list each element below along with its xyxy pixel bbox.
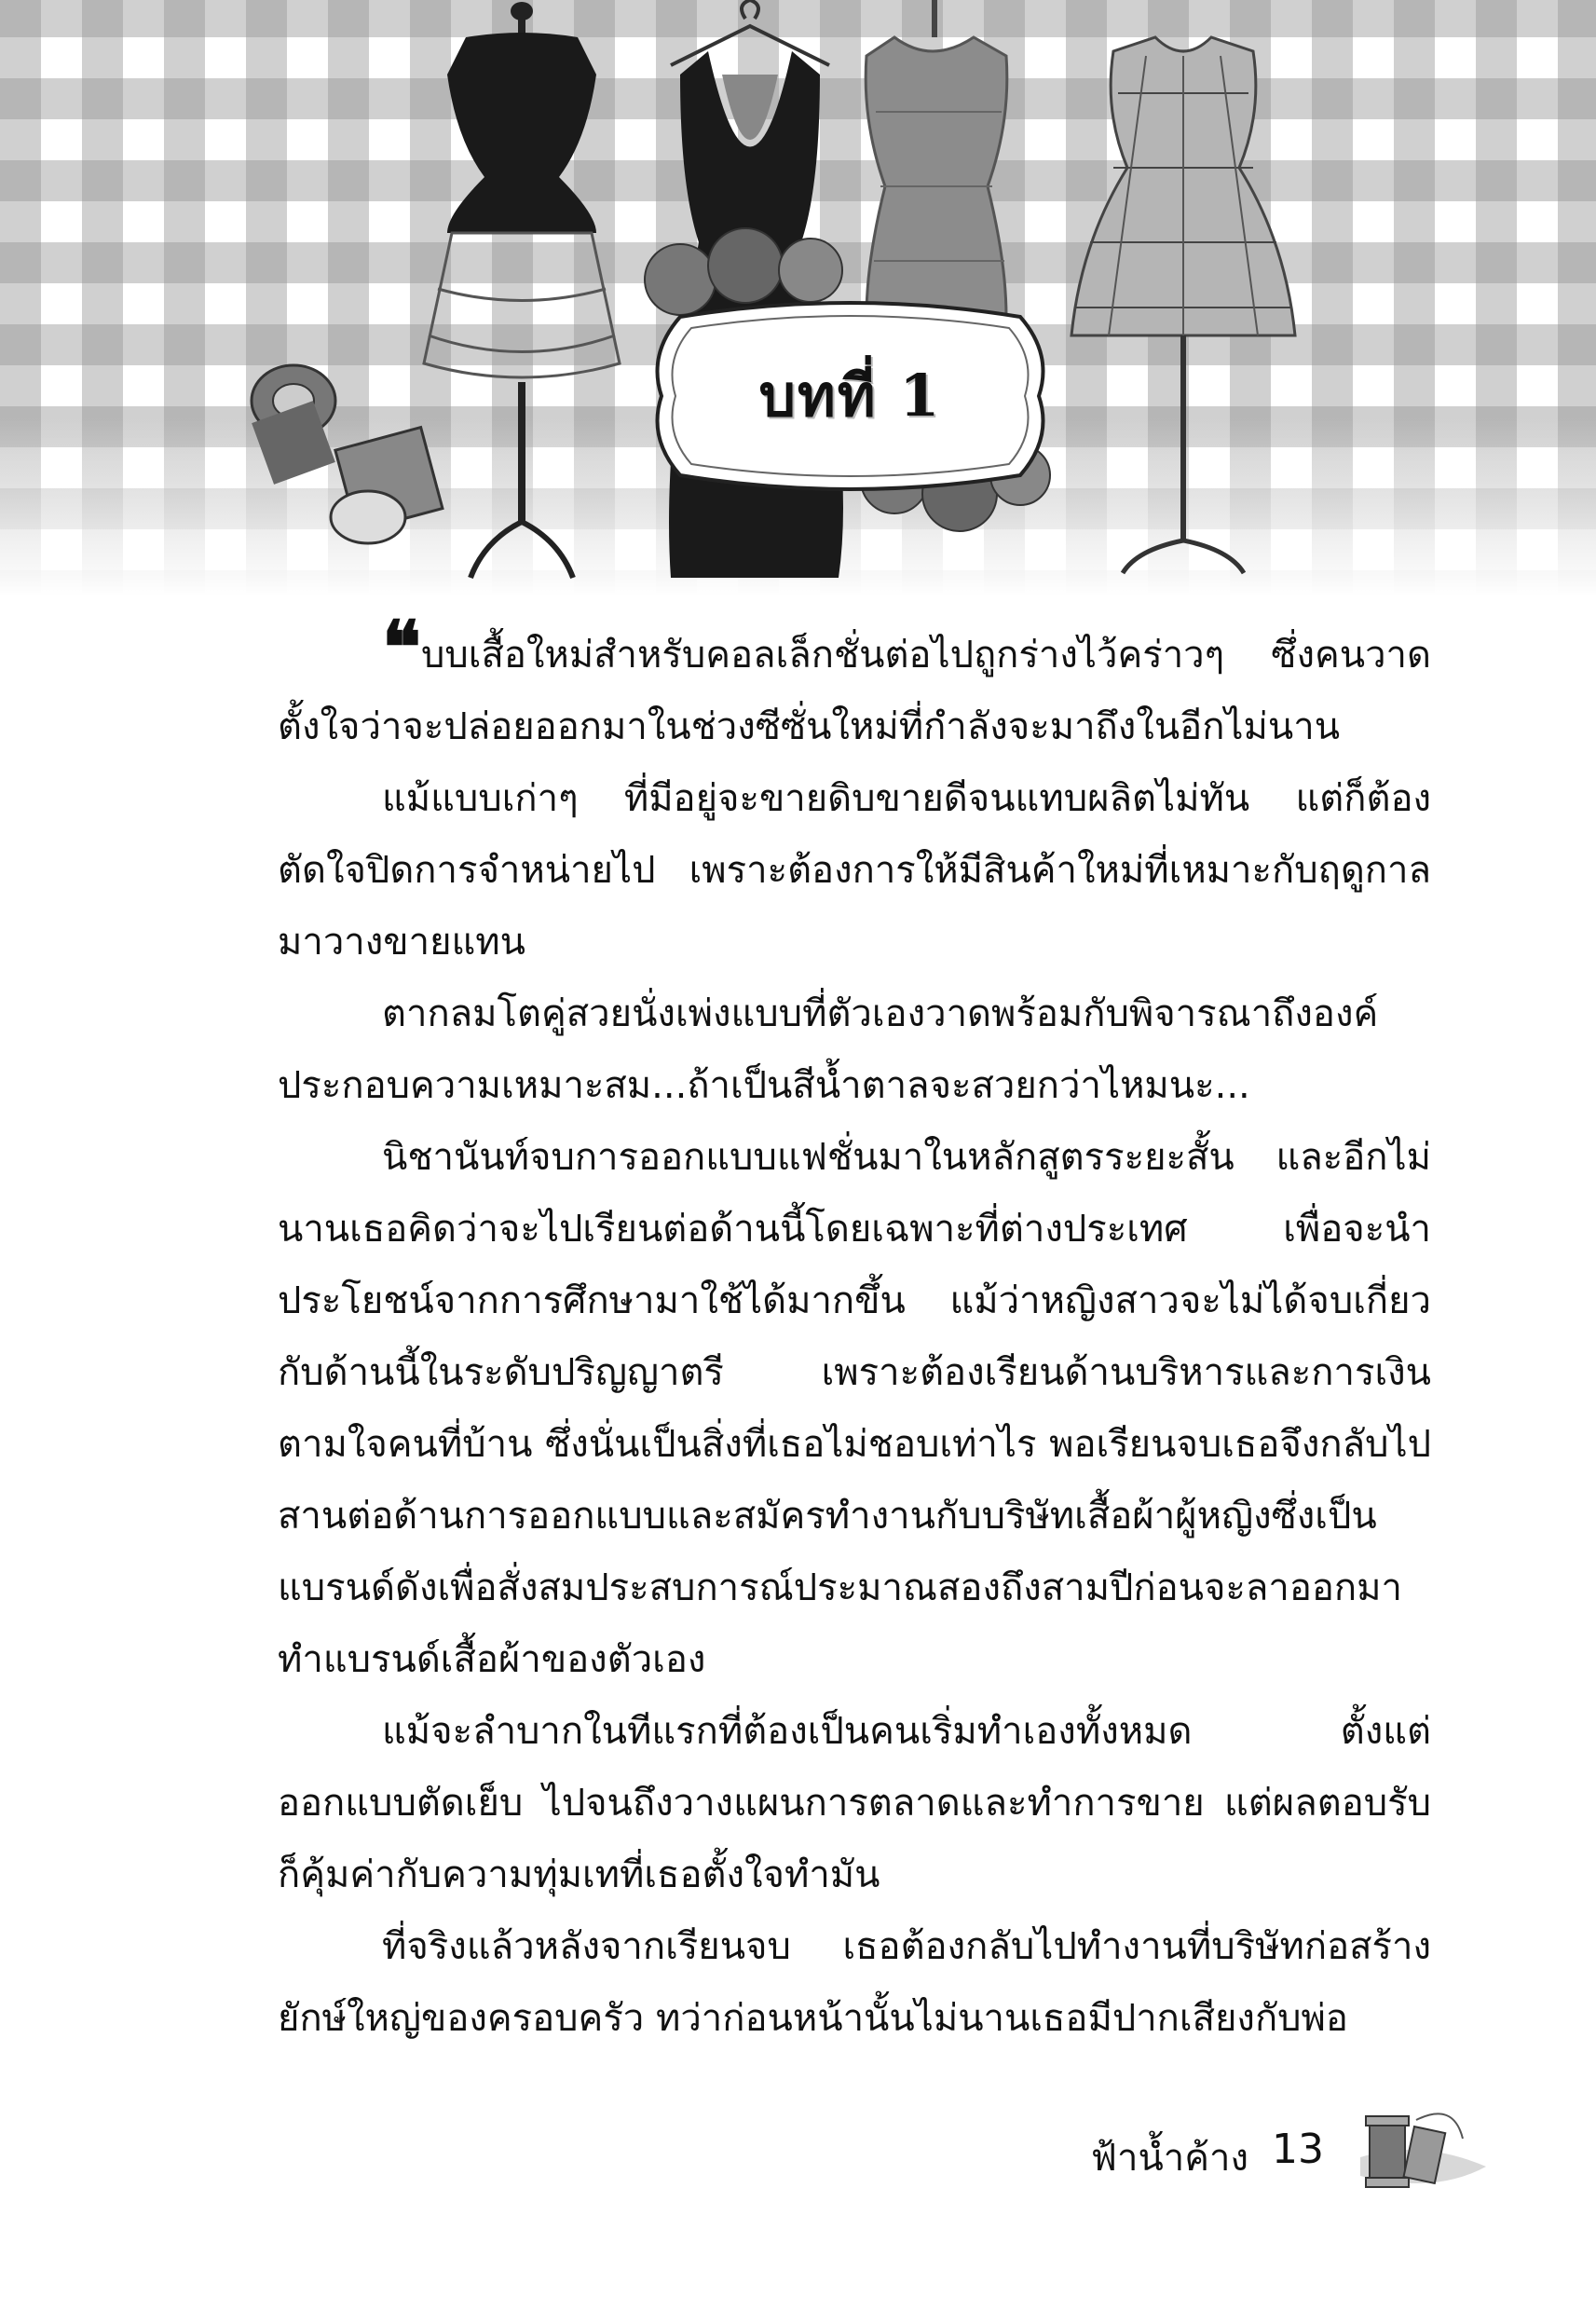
chapter-title: บทที่ 1 — [758, 362, 942, 430]
paragraph-6: ที่จริงแล้วหลังจากเรียนจบ เธอต้องกลับไปทำงานที่บริษัทก่อสร้างยักษ์ใหญ่ของครอบครัว ทว่าก่อนหน้านั้นไม่นานเธอมีปากเสียงกับพ่อ — [278, 1925, 1431, 2040]
paragraph-3: ตากลมโตคู่สวยนั่งเพ่งแบบที่ตัวเองวาดพร้อมกับพิจารณาถึงองค์ประกอบความเหมาะสม...ถ้าเป็นสีน้ำตาลจะสวยกว่าไหมนะ... — [278, 992, 1379, 1107]
thread-spools-icon — [252, 365, 443, 543]
paragraph-2: แม้แบบเก่าๆ ที่มีอยู่จะขายดิบขายดีจนแทบผลิตไม่ทัน แต่ก็ต้องตัดใจปิดการจำหน่ายไป เพราะต้องการให้มีสินค้าใหม่ที่เหมาะกับฤดูกาลมาวางขายแทน — [278, 777, 1431, 964]
dress-form-left-icon — [424, 2, 620, 578]
opening-quote-mark: ❝ — [382, 606, 416, 691]
footer-spools-icon — [1351, 2101, 1491, 2204]
dress-form-wire-icon — [1071, 37, 1295, 573]
footer-book-title: ฟ้าน้ำค้าง — [1090, 2137, 1248, 2180]
paragraph-1 — [278, 606, 1431, 763]
dress-form-gray-icon — [866, 0, 1007, 317]
body-text — [278, 606, 1431, 2055]
page-footer — [1062, 2101, 1528, 2204]
page-number: 13 — [1272, 2126, 1324, 2173]
paragraph-1-text: บบเสื้อใหม่สำหรับคอลเล็กชั่นต่อไปถูกร่างไว้คร่าวๆ ซึ่งคนวาดตั้งใจว่าจะปล่อยออกมาในช่วงซีซั่นใหม่ที่กำลังจะมาถึงในอีกไม่นาน — [278, 634, 1431, 748]
paragraph-5: แม้จะลำบากในทีแรกที่ต้องเป็นคนเริ่มทำเองทั้งหมด ตั้งแต่ออกแบบตัดเย็บ ไปจนถึงวางแผนการตลาดและทำการขาย แต่ผลตอบรับก็คุ้มค่ากับความทุ่มเทที่เธอตั้งใจทำมัน — [278, 1710, 1431, 1896]
paragraph-4: นิชานันท์จบการออกแบบแฟชั่นมาในหลักสูตรระยะสั้น และอีกไม่นานเธอคิดว่าจะไปเรียนต่อด้านนี้โดยเฉพาะที่ต่างประเทศ เพื่อจะนำประโยชน์จากการศึกษามาใช้ได้มากขึ้น แม้ว่าหญิงสาวจะไม่ได้จบเกี่ยวกับด้านนี้ในระดับปริญญาตรี เพราะต้องเรียนด้านบริหารและการเงินตามใจคนที่บ้าน ซึ่งนั่นเป็นสิ่งที่เธอไม่ชอบเท่าไร พอเรียนจบเธอจึงกลับไปสานต่อด้านการออกแบบและสมัครทำงานกับบริษัทเสื้อผ้าผู้หญิงซึ่งเป็นแบรนด์ดังเพื่อสั่งสมประสบการณ์ประมาณสองถึงสามปีก่อนจะลาออกมาทำแบรนด์เสื้อผ้าของตัวเอง — [278, 1136, 1431, 1681]
